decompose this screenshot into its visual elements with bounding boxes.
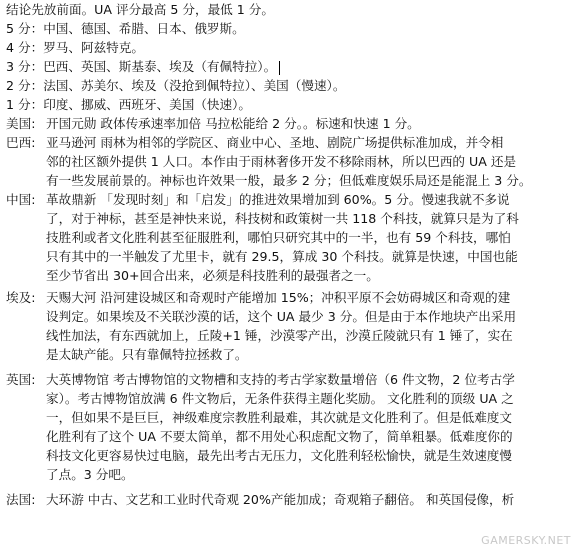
entry-text-line: 大环游 中古、文艺和工业时代奇观 20%产能加成；奇观箱子翻倍。 和英国侵像，析: [46, 492, 515, 507]
entry-text-line: 邻的社区额外提供 1 人口。本作由于雨林奢侈开发不移除雨林，所以巴西的 UA 还是: [46, 154, 517, 169]
entry-text: [46, 190, 572, 285]
entry-country-label: 中国:: [6, 192, 36, 207]
entry-england: [6, 370, 572, 484]
entry-text: [46, 114, 572, 133]
entry-text-line: 革故鼎新 「发现时刻」和「启发」的推进效果增加到 60%。5 分。慢速我就不多说: [46, 192, 510, 207]
entry-country-label: 埃及:: [6, 290, 36, 305]
header-line-score-2: 2 分：法国、苏美尔、埃及（没抢到佩特拉）、美国（慢速）。: [6, 78, 346, 93]
entry-text-line: 科技文化更容易快过电脑，最先出考古无压力，文化胜利轻松愉快，就是生效速度慢: [46, 448, 512, 463]
document-body: [6, 0, 572, 509]
entry-text: [46, 133, 572, 190]
site-watermark: GAMERSKY.NET: [478, 533, 574, 548]
entry-country-label: 美国:: [6, 116, 36, 131]
header-line-score-3: [6, 57, 572, 76]
entry-text-line: 只有其中的一半触发了尤里卡，就有 29.5，算成 30 个科技。就算是快速，中国也能: [46, 249, 518, 264]
entry-text-line: 设判定。如果埃及不关联沙漠的话，这个 UA 最少 3 分。但是由于本作地块产出采用: [46, 309, 517, 324]
entry-text-line: 是太缺产能。只有靠佩特拉拯救了。: [46, 347, 248, 362]
header-line-intro: 结论先放前面。UA 评分最高 5 分，最低 1 分。: [6, 2, 274, 17]
entry-text-line: 有一些发展前景的。神标也许效果一般，最多 2 分；但低难度娱乐局还是能混上 3 分。: [46, 173, 532, 188]
score-3-text: 3 分：巴西、英国、斯基泰、埃及（有佩特拉）。: [6, 59, 277, 74]
entry-text-line: 亚马逊河 雨林为相邻的学院区、商业中心、圣地、剧院广场提供标准加成，并令相: [46, 135, 504, 150]
entry-text-line: 一，但如果不是巨巨，神级难度宗教胜利最难，其次就是文化胜利了。但是低难度文: [46, 410, 512, 425]
entry-france: [6, 490, 572, 509]
entry-text-line: 大英博物馆 考古博物馆的文物槽和支持的考古学家数量增倍（6 件文物，2 位考古学: [46, 372, 515, 387]
entry-text-line: 化胜利有了这个 UA 不要太简单，都不用处心积虑配文物了，简单粗暴。低难度你的: [46, 429, 513, 444]
entry-text: [46, 370, 572, 484]
header-line-score-5: 5 分：中国、德国、希腊、日本、俄罗斯。: [6, 21, 245, 36]
entry-text: [46, 490, 572, 509]
entry-text: [46, 288, 572, 364]
entry-text-line: 天赐大河 沿河建设城区和奇观时产能增加 15%；冲积平原不会妨碍城区和奇观的建: [46, 290, 511, 305]
entry-text-line: 开国元勋 政体传承速率加倍 马拉松能给 2 分。。标速和快速 1 分。: [46, 116, 420, 131]
entry-text-line: 至少节省出 30+回合出来，必须是科技胜利的最强者之一。: [46, 268, 379, 283]
entry-china: [6, 190, 572, 285]
entry-usa: [6, 114, 572, 133]
entry-country-label: 英国:: [6, 372, 36, 387]
entry-country-label: 巴西:: [6, 135, 36, 150]
header-line-score-1: 1 分：印度、挪威、西班牙、美国（快速）。: [6, 97, 251, 112]
entry-text-line: 技胜利或者文化胜利甚至征服胜利，哪怕只研究其中的一半，也有 59 个科技，哪怕: [46, 230, 511, 245]
entry-text-line: 了，对于神标，甚至是神快来说，科技树和政策树一共 118 个科技，就算只是为了科: [46, 211, 519, 226]
entry-text-line: 线性加法，有东西就加上，丘陵+1 锤，沙漠零产出，沙漠丘陵就只有 1 锤了，实在: [46, 328, 513, 343]
entry-text-line: 家）。考古博物馆放满 6 件文物后，无条件获得主题化奖励。 文化胜利的顶级 UA 之: [46, 391, 514, 406]
header-line-score-4: 4 分：罗马、阿兹特克。: [6, 40, 144, 55]
entry-text-line: 了点。3 分吧。: [46, 467, 134, 482]
text-cursor: [279, 61, 280, 75]
entry-brazil: [6, 133, 572, 190]
entry-egypt: [6, 288, 572, 364]
entry-country-label: 法国:: [6, 492, 36, 507]
